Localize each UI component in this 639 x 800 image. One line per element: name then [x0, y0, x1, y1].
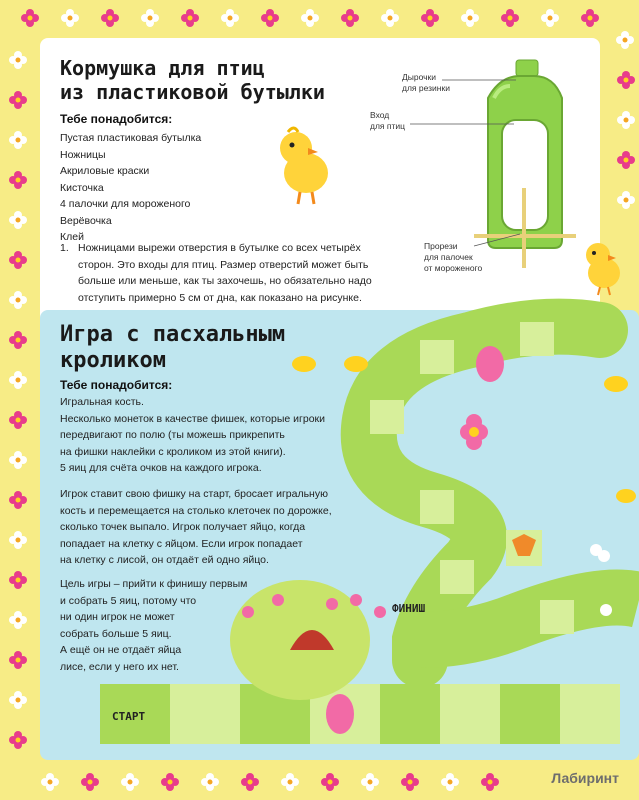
easter-game-title-line1: Игра с пасхальным	[60, 322, 286, 347]
board-cell	[560, 684, 620, 744]
list-item: Кисточка	[60, 181, 104, 194]
text-line: Игрок ставит свою фишку на старт, бросает игральную	[60, 488, 328, 500]
decorative-flower	[460, 414, 488, 450]
list-item: Клей	[60, 231, 84, 243]
text-line: на клетку с лисой, он отдаёт ей одно яйцо.	[60, 554, 269, 566]
step-line: Ножницами вырежи отверстия в бутылке со всех четырёх	[78, 242, 361, 254]
label-holes-line1: Дырочки	[402, 72, 437, 82]
text-line: на фишки наклейки с кроликом из этой книги).	[60, 445, 286, 458]
finish-label: ФИНИШ	[392, 602, 426, 615]
fox-square	[506, 530, 542, 566]
label-slots-line1: Прорези	[424, 241, 458, 251]
list-item: Ножницы	[60, 148, 106, 161]
text-line: кость и перемещается на столько клеточек по дорожке,	[60, 504, 332, 517]
step-line: сторон. Это входы для птиц. Размер отверстий может быть	[78, 258, 369, 271]
list-item: Акриловые краски	[60, 165, 150, 177]
text-line: попадает на клетку с яйцом. Если игрок попадает	[60, 537, 303, 550]
text-line: 5 яиц для счёта очков на каждого игрока.	[60, 462, 262, 474]
text-line: А ещё он не отдаёт яйца	[60, 644, 182, 656]
easter-game-title-line2: кроликом	[60, 348, 166, 373]
board-cell	[170, 684, 240, 744]
step-line: больше или меньше, как ты захочешь, но обязательно надо	[78, 275, 372, 287]
materials-heading: Тебе понадобится:	[60, 112, 173, 126]
text-line: собрать больше 5 яиц.	[60, 627, 172, 640]
text-line: передвигают по полю (ты можешь прикрепить	[60, 429, 285, 441]
label-slots-line2: для палочек	[424, 252, 473, 262]
label-entry-line1: Вход	[370, 110, 390, 120]
board-cell	[440, 684, 500, 744]
bird-feeder-title-line1: Кормушка для птиц	[60, 56, 265, 80]
label-slots-line3: от мороженого	[424, 263, 483, 273]
step-line: отступить примерно 5 см от дна, как показано на рисунке.	[78, 291, 362, 304]
label-entry-line2: для птиц	[370, 121, 405, 131]
text-line: Цель игры – прийти к финишу первым	[60, 578, 248, 590]
list-item: Пустая пластиковая бутылка	[60, 132, 202, 144]
step-number: 1.	[60, 242, 69, 254]
label-holes-line2: для резинки	[402, 83, 450, 93]
board-cell	[380, 684, 440, 744]
board-cell	[500, 684, 560, 744]
bird-feeder-title-line2: из пластиковой бутылки	[60, 80, 325, 104]
text-line: лисе, если у него их нет.	[60, 660, 179, 673]
list-item: Верёвочка	[60, 214, 112, 227]
egg-square	[476, 346, 504, 382]
text-line: сколько точек выпало. Игрок получает яйцо, когда	[60, 521, 306, 533]
text-line: Игральная кость.	[60, 396, 144, 408]
start-label: СТАРТ	[112, 710, 146, 723]
text-line: ни один игрок не может	[60, 611, 175, 623]
list-item: 4 палочки для мороженого	[60, 198, 191, 210]
text-line: и собрать 5 яиц, потому что	[60, 594, 197, 607]
egg-square	[326, 694, 354, 734]
publisher-watermark: Лабиринт	[551, 770, 619, 786]
text-line: Несколько монеток в качестве фишек, которые игроки	[60, 412, 325, 425]
game-needs-heading: Тебе понадобится:	[60, 378, 173, 392]
